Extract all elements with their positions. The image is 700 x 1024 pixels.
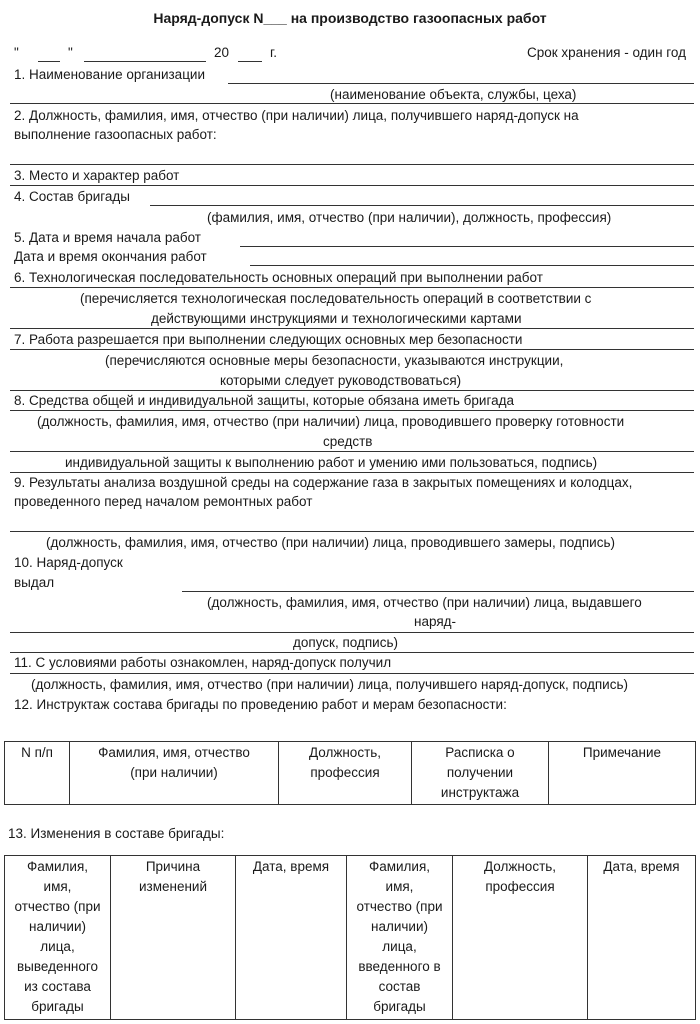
briefing-col-position-line: профессия bbox=[310, 765, 380, 780]
crew-col-added-person bbox=[347, 856, 453, 1020]
crew-col-removed-line: наличии) bbox=[29, 919, 86, 934]
crew-col-added-line: отчество (при bbox=[356, 899, 443, 914]
date-quote-close: " bbox=[68, 45, 73, 60]
section8-label: 8. Средства общей и индивидуальной защиты, которые обязана иметь бригада bbox=[14, 393, 514, 408]
section11-label: 11. С условиями работы ознакомлен, наряд-допуск получил bbox=[14, 655, 392, 670]
section7-rule bbox=[10, 390, 694, 391]
section3-label: 3. Место и характер работ bbox=[14, 168, 180, 183]
date-year-line bbox=[238, 61, 262, 62]
crew-col-reason bbox=[111, 856, 236, 1020]
crew-col-date-out bbox=[236, 856, 347, 1020]
crew-col-removed-line: имя, bbox=[43, 879, 72, 894]
section11-line bbox=[10, 673, 694, 674]
section6-label: 6. Технологическая последовательность основных операций при выполнении работ bbox=[14, 270, 543, 285]
section5-end-line bbox=[250, 265, 694, 266]
crew-col-position bbox=[453, 856, 588, 1020]
section8-hint3: индивидуальной защиты к выполнению работ и умению ими пользоваться, подпись) bbox=[65, 455, 598, 470]
crew-col-position-line: Должность, bbox=[483, 859, 557, 874]
section13-label: 13. Изменения в составе бригады: bbox=[8, 826, 225, 841]
date-quote-open: " bbox=[14, 45, 19, 60]
section5-end-label: Дата и время окончания работ bbox=[14, 249, 207, 264]
briefing-col-receipt bbox=[412, 742, 549, 805]
section4-label: 4. Состав бригады bbox=[14, 189, 130, 204]
briefing-col-receipt-line: получении bbox=[446, 765, 514, 780]
section8-rule bbox=[10, 472, 694, 473]
crew-col-date-in bbox=[588, 856, 696, 1020]
crew-col-removed-line: лица, bbox=[40, 939, 75, 954]
briefing-col-note-line: Примечание bbox=[582, 745, 662, 760]
crew-col-date-in-line: Дата, время bbox=[603, 859, 680, 874]
section11-hint: (должность, фамилия, имя, отчество (при наличии) лица, получившего наряд-допуск, подпись) bbox=[31, 677, 628, 692]
date-year-suffix: г. bbox=[270, 45, 278, 60]
section8-hint1: (должность, фамилия, имя, отчество (при наличии) лица, проводившего проверку готовности bbox=[37, 414, 625, 429]
section9-line2: проведенного перед началом ремонтных работ bbox=[14, 494, 313, 509]
briefing-col-number bbox=[5, 742, 70, 805]
crew-changes-header-row bbox=[5, 856, 696, 1020]
crew-col-date-out-line: Дата, время bbox=[252, 859, 330, 874]
section4-hint: (фамилия, имя, отчество (при наличии), должность, профессия) bbox=[207, 210, 612, 225]
section5-start-label: 5. Дата и время начала работ bbox=[14, 230, 201, 245]
crew-col-added-line: бригады bbox=[373, 999, 426, 1014]
crew-col-reason-line: Причина bbox=[145, 859, 201, 874]
crew-changes-table bbox=[4, 855, 696, 1020]
section10-label2: выдал bbox=[14, 575, 55, 590]
section7-label: 7. Работа разрешается при выполнении следующих основных мер безопасности bbox=[14, 332, 523, 347]
section6-line bbox=[10, 287, 694, 288]
section9-line1: 9. Результаты анализа воздушной среды на содержание газа в закрытых помещениях и колодцах, bbox=[14, 475, 633, 490]
briefing-col-number-line: N п/п bbox=[21, 745, 53, 760]
section4-line bbox=[150, 205, 694, 206]
section7-hint2: которыми следует руководствоваться) bbox=[220, 373, 462, 388]
section10-hint1: (должность, фамилия, имя, отчество (при наличии) лица, выдавшего bbox=[207, 595, 642, 610]
briefing-col-name bbox=[70, 742, 279, 805]
crew-col-added-line: состав bbox=[378, 979, 421, 994]
briefing-col-position-line: Должность, bbox=[308, 745, 382, 760]
section6-hint1: (перечисляется технологическая последовательность операций в соответствии с bbox=[80, 291, 592, 306]
briefing-col-name-line: (при наличии) bbox=[130, 765, 218, 780]
crew-col-added-line: лица, bbox=[382, 939, 417, 954]
section1-hint: (наименование объекта, службы, цеха) bbox=[330, 87, 577, 102]
briefing-col-position bbox=[279, 742, 412, 805]
section5-start-line bbox=[240, 246, 694, 247]
section10-line bbox=[182, 591, 694, 592]
crew-col-reason-line: изменений bbox=[138, 879, 208, 894]
storage-note: Срок хранения - один год bbox=[526, 45, 686, 60]
section1-rule bbox=[10, 103, 694, 104]
section1-line bbox=[228, 83, 694, 84]
crew-col-added-line: имя, bbox=[385, 879, 414, 894]
date-day-line bbox=[38, 61, 60, 62]
section8-hint2: средств bbox=[323, 434, 373, 449]
section10-label1: 10. Наряд-допуск bbox=[14, 555, 123, 570]
section8-line2 bbox=[10, 451, 694, 452]
section7-line bbox=[10, 349, 694, 350]
crew-col-removed-line: отчество (при bbox=[14, 899, 101, 914]
briefing-table bbox=[4, 741, 696, 805]
section2-line1: 2. Должность, фамилия, имя, отчество (при наличии) лица, получившего наряд-допуск на bbox=[14, 108, 579, 123]
section3-rule bbox=[10, 185, 694, 186]
briefing-col-name-line: Фамилия, имя, отчество bbox=[98, 745, 250, 760]
date-month-line bbox=[84, 61, 206, 62]
crew-col-removed-line: бригады bbox=[31, 999, 84, 1014]
section2-rule bbox=[10, 164, 694, 165]
section10-hint2: наряд- bbox=[414, 614, 457, 629]
section10-rule bbox=[10, 652, 694, 653]
crew-col-added-line: Фамилия, bbox=[368, 859, 431, 874]
crew-col-position-line: профессия bbox=[485, 879, 555, 894]
crew-col-removed-line: Фамилия, bbox=[26, 859, 89, 874]
section10-hint3: допуск, подпись) bbox=[293, 635, 398, 650]
section12-label: 12. Инструктаж состава бригады по проведению работ и мерам безопасности: bbox=[14, 697, 507, 712]
briefing-col-receipt-line: инструктажа bbox=[440, 785, 520, 800]
section6-rule bbox=[10, 328, 694, 329]
section7-hint1: (перечисляются основные меры безопасности, указываются инструкции, bbox=[105, 353, 564, 368]
briefing-col-receipt-line: Расписка о bbox=[445, 745, 515, 760]
crew-col-added-line: наличии) bbox=[371, 919, 428, 934]
section10-line2 bbox=[10, 632, 694, 633]
section6-hint2: действующими инструкциями и технологическими картами bbox=[151, 311, 522, 326]
section8-line bbox=[10, 410, 694, 411]
crew-col-removed-line: из состава bbox=[24, 979, 91, 994]
section9-hint: (должность, фамилия, имя, отчество (при наличии) лица, проводившего замеры, подпись) bbox=[46, 535, 615, 550]
section2-line2: выполнение газоопасных работ: bbox=[14, 127, 217, 142]
crew-col-removed-line: выведенного bbox=[16, 959, 99, 974]
section9-line bbox=[10, 531, 694, 532]
crew-col-removed-person bbox=[5, 856, 111, 1020]
section1-label: 1. Наименование организации bbox=[14, 67, 206, 82]
briefing-table-header-row bbox=[5, 742, 696, 805]
page-title: Наряд-допуск N___ на производство газоопасных работ bbox=[153, 10, 547, 26]
date-year-prefix: 20 bbox=[214, 45, 230, 60]
briefing-col-note bbox=[549, 742, 696, 805]
crew-col-added-line: введенного в bbox=[358, 959, 441, 974]
